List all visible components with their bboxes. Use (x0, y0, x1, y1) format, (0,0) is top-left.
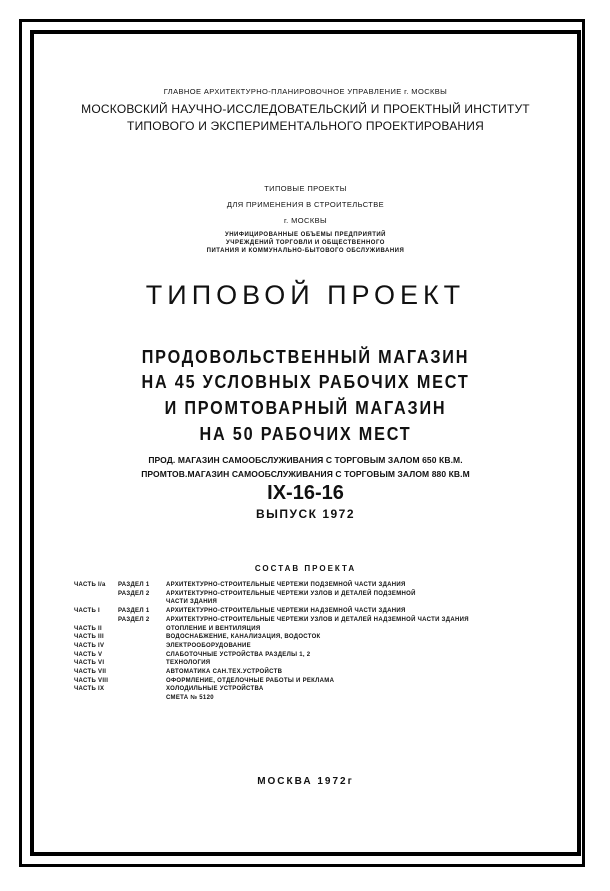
composition-part: ЧАСТЬ IV (74, 642, 105, 649)
composition-part: ЧАСТЬ I/а (74, 582, 106, 588)
composition-text: СМЕТА № 5120 (166, 695, 214, 702)
category-line-2: УЧРЕЖДЕНИЙ ТОРГОВЛИ И ОБЩЕСТВЕННОГО (226, 240, 385, 246)
composition-row (74, 617, 469, 623)
composition-text: АРХИТЕКТУРНО-СТРОИТЕЛЬНЫЕ ЧЕРТЕЖИ УЗЛОВ И ДЕТАЛЕЙ ПОДЗЕМНОЙ (166, 590, 416, 597)
composition-text: АРХИТЕКТУРНО-СТРОИТЕЛЬНЫЕ ЧЕРТЕЖИ НАДЗЕМНОЙ ЧАСТИ ЗДАНИЯ (166, 608, 406, 615)
composition-row (74, 686, 263, 692)
subheader-line-2: ДЛЯ ПРИМЕНЕНИЯ В СТРОИТЕЛЬСТВЕ (226, 200, 385, 209)
composition-part: ЧАСТЬ IX (74, 686, 105, 693)
composition-title: СОСТАВ ПРОЕКТА (254, 564, 357, 573)
project-code: IX-16-16 (267, 482, 344, 504)
composition-row (74, 626, 260, 632)
issue-year: ВЫПУСК 1972 (255, 507, 356, 521)
title-line-2: НА 45 УСЛОВНЫХ РАБОЧИХ МЕСТ (141, 372, 470, 392)
composition-part: ЧАСТЬ III (74, 634, 104, 641)
composition-part: ЧАСТЬ I (74, 608, 100, 615)
composition-part: ЧАСТЬ VI (74, 660, 105, 667)
composition-row (74, 652, 310, 658)
composition-row (74, 695, 214, 701)
composition-row (74, 582, 406, 588)
title-line-1: ПРОДОВОЛЬСТВЕННЫЙ МАГАЗИН (141, 347, 470, 367)
title-detail-1: ПРОД. МАГАЗИН САМООБСЛУЖИВАНИЯ С ТОРГОВЫМ ЗАЛОМ 650 КВ.М. (148, 455, 463, 465)
composition-text: ЭЛЕКТРООБОРУДОВАНИЕ (166, 642, 251, 649)
title-line-3: И ПРОМТОВАРНЫЙ МАГАЗИН (164, 398, 447, 418)
composition-row (74, 608, 406, 614)
composition-text: АРХИТЕКТУРНО-СТРОИТЕЛЬНЫЕ ЧЕРТЕЖИ УЗЛОВ И ДЕТАЛЕЙ НАДЗЕМНОЙ ЧАСТИ ЗДАНИЯ (166, 616, 469, 623)
composition-text: ЧАСТИ ЗДАНИЯ (166, 599, 218, 606)
composition-row (74, 678, 334, 684)
agency-line: ГЛАВНОЕ АРХИТЕКТУРНО-ПЛАНИРОВОЧНОЕ УПРАВЛЕНИЕ г. МОСКВЫ (163, 87, 448, 96)
composition-text: СЛАБОТОЧНЫЕ УСТРОЙСТВА РАЗДЕЛЫ 1, 2 (166, 651, 311, 658)
institute-line-2: ТИПОВОГО И ЭКСПЕРИМЕНТАЛЬНОГО ПРОЕКТИРОВАНИЯ (127, 119, 484, 133)
composition-row (74, 643, 251, 649)
composition-row (74, 660, 210, 666)
composition-section: РАЗДЕЛ 1 (118, 582, 150, 588)
inner-border (30, 30, 581, 856)
composition-row (74, 634, 321, 640)
composition-row (74, 669, 282, 675)
composition-section: РАЗДЕЛ 1 (118, 608, 150, 615)
subheader-line-3: г. МОСКВЫ (283, 216, 328, 225)
subheader-line-1: ТИПОВЫЕ ПРОЕКТЫ (264, 184, 347, 193)
category-line-3: ПИТАНИЯ И КОММУНАЛЬНО-БЫТОВОГО ОБСЛУЖИВАНИЯ (206, 248, 405, 254)
composition-text: ТЕХНОЛОГИЯ (166, 660, 211, 667)
composition-text: АВТОМАТИКА САН.ТЕХ.УСТРОЙСТВ (166, 669, 283, 675)
composition-section: РАЗДЕЛ 2 (118, 616, 150, 623)
composition-section: РАЗДЕЛ 2 (118, 590, 150, 597)
title-detail-2: ПРОМТОВ.МАГАЗИН САМООБСЛУЖИВАНИЯ С ТОРГОВЫМ ЗАЛОМ 880 КВ.М (141, 469, 470, 479)
category-line-1: УНИФИЦИРОВАННЫЕ ОБЪЕМЫ ПРЕДПРИЯТИЙ (224, 232, 386, 238)
composition-part: ЧАСТЬ II (74, 625, 102, 632)
title-line-4: НА 50 РАБОЧИХ МЕСТ (199, 424, 412, 444)
composition-text: ВОДОСНАБЖЕНИЕ, КАНАЛИЗАЦИЯ, ВОДОСТОК (166, 634, 321, 641)
composition-text: ОТОПЛЕНИЕ И ВЕНТИЛЯЦИЯ (166, 625, 261, 632)
composition-part: ЧАСТЬ VIII (74, 677, 109, 684)
composition-text: ХОЛОДИЛЬНЫЕ УСТРОЙСТВА (166, 686, 264, 693)
composition-part: ЧАСТЬ VII (74, 669, 107, 675)
institute-line-1: МОСКОВСКИЙ НАУЧНО-ИССЛЕДОВАТЕЛЬСКИЙ И ПРОЕКТНЫЙ ИНСТИТУТ (81, 102, 530, 116)
composition-row (74, 599, 217, 605)
composition-part: ЧАСТЬ V (74, 651, 103, 658)
composition-text: АРХИТЕКТУРНО-СТРОИТЕЛЬНЫЕ ЧЕРТЕЖИ ПОДЗЕМНОЙ ЧАСТИ ЗДАНИЯ (166, 582, 406, 588)
composition-text: ОФОРМЛЕНИЕ, ОТДЕЛОЧНЫЕ РАБОТЫ И РЕКЛАМА (166, 677, 335, 684)
doc-type-heading: ТИПОВОЙ ПРОЕКТ (145, 280, 466, 310)
composition-row (74, 591, 416, 597)
footer-city-year: МОСКВА 1972г (257, 776, 354, 787)
